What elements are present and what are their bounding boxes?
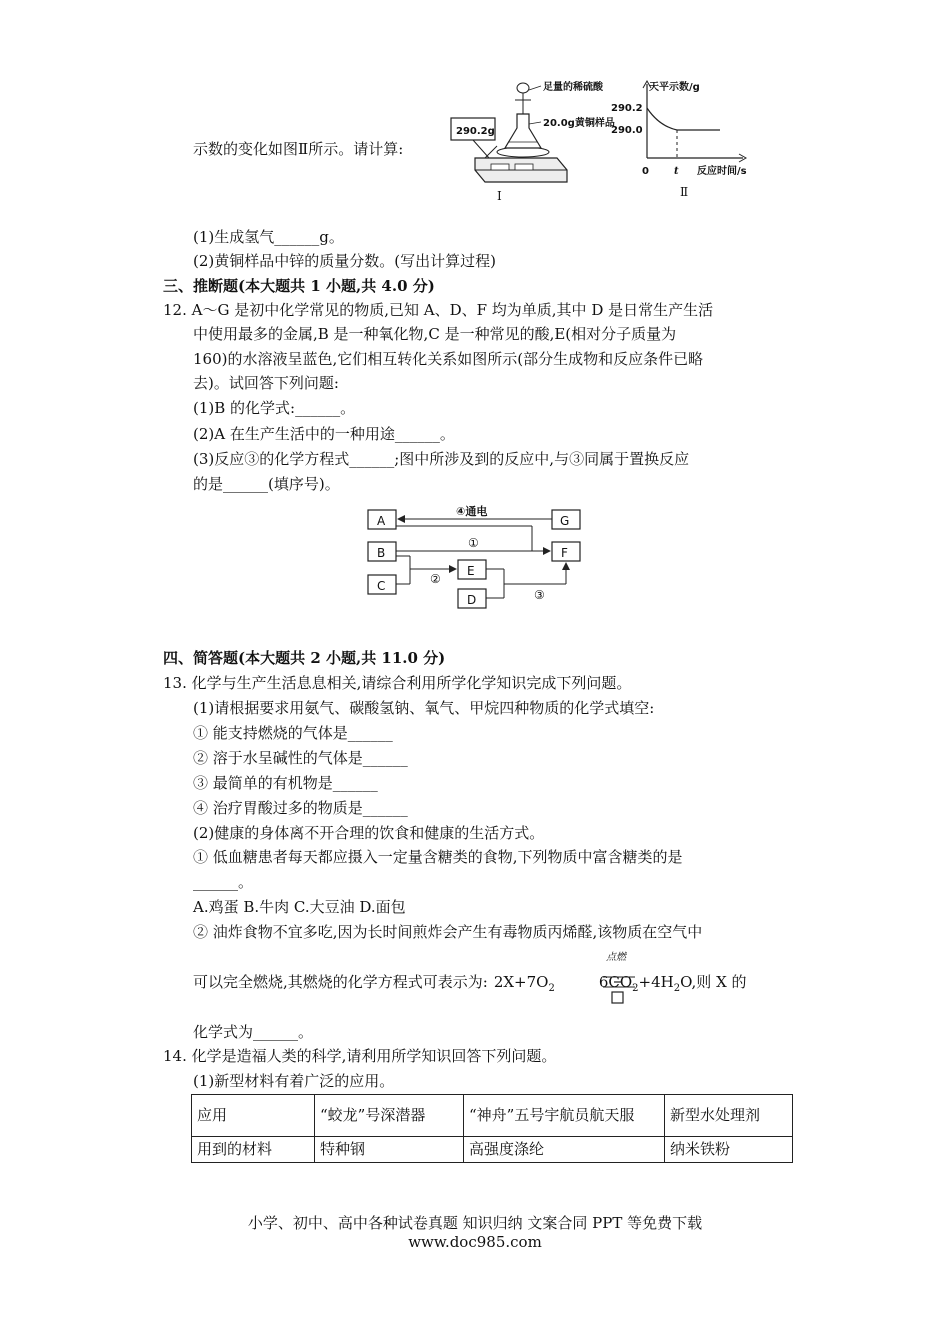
materials-table: [191, 1094, 793, 1163]
q12-line: (1)B 的化学式:______。: [193, 399, 356, 417]
eq-left-sub: 2: [548, 983, 555, 994]
table-cell: “神舟”五号宇航员航天服: [464, 1095, 665, 1137]
section4-heading: 四、简答题(本大题共 2 小题,共 11.0 分): [163, 649, 446, 667]
q11-sub2: (2)黄铜样品中锌的质量分数。(写出计算过程): [193, 252, 496, 270]
footer-url[interactable]: www.doc985.com: [408, 1233, 542, 1251]
q13-line: ① 低血糖患者每天都应摄入一定量含糖类的食物,下列物质中富含糖类的是: [193, 848, 683, 866]
table-cell: 应用: [192, 1095, 315, 1137]
q14-line: 14. 化学是造福人类的科学,请利用所学知识回答下列问题。: [163, 1047, 557, 1065]
figure2-xlabel: 反应时间/s: [697, 166, 747, 177]
table-row: [192, 1095, 793, 1137]
q12-line: 160)的水溶液呈蓝色,它们相互转化关系如图所示(部分生成物和反应条件已略: [193, 350, 704, 368]
figure2-caption: Ⅱ: [680, 185, 689, 199]
conversion-diagram: [360, 500, 600, 612]
q13-line: (2)健康的身体离不开合理的饮食和健康的生活方式。: [193, 824, 545, 842]
reaction-1-label: ①: [468, 536, 479, 550]
q13-options: A.鸡蛋 B.牛肉 C.大豆油 D.面包: [193, 898, 406, 916]
table-cell: 用到的材料: [192, 1137, 315, 1163]
eq-right3: O,则 X 的: [680, 973, 747, 991]
q14-line: (1)新型材料有着广泛的应用。: [193, 1072, 395, 1090]
table-row: [192, 1137, 793, 1163]
q11-sub1: (1)生成氢气______g。: [193, 228, 344, 246]
reaction-4-label: ④通电: [456, 505, 488, 518]
table-cell: 高强度涤纶: [464, 1137, 665, 1163]
reaction-2-label: ②: [430, 572, 441, 586]
equation-line: [193, 972, 747, 999]
box-a: A: [377, 514, 386, 528]
table-cell: 新型水处理剂: [665, 1095, 793, 1137]
acid-label: 足量的稀硫酸: [543, 82, 603, 93]
eq-right2: +4H: [638, 973, 674, 991]
box-b: B: [377, 546, 386, 560]
eq-right2-sub: 2: [673, 983, 681, 994]
equation-prefix: 可以完全燃烧,其燃烧的化学方程式可表示为:: [193, 973, 488, 991]
eq-condition: 点燃: [606, 952, 626, 963]
tick-t: t: [674, 166, 679, 177]
q12-line: 12. A～G 是初中化学常见的物质,已知 A、D、F 均为单质,其中 D 是日常生产生活: [163, 301, 714, 319]
scale-reading: 290.2g: [456, 126, 495, 137]
eq-right: 6CO: [598, 973, 633, 991]
tick-290-0: 290.0: [611, 125, 643, 136]
box-c: C: [377, 579, 386, 593]
q13-line: ______。: [193, 873, 254, 891]
table-cell: “蛟龙”号深潜器: [315, 1095, 464, 1137]
q13-line: ① 能支持燃烧的气体是______: [193, 724, 393, 742]
figure2-ylabel: 天平示数/g: [649, 82, 700, 93]
q13-line: ③ 最简单的有机物是______: [193, 774, 378, 792]
q13-last-line: 化学式为______。: [193, 1023, 314, 1041]
sample-label: 20.0g黄铜样品: [543, 118, 615, 129]
q13-line: ④ 治疗胃酸过多的物质是______: [193, 799, 408, 817]
figure-reading-curve: [605, 78, 770, 203]
table-cell: 纳米铁粉: [665, 1137, 793, 1163]
tick-zero: 0: [642, 166, 649, 177]
table-cell: 特种钢: [315, 1137, 464, 1163]
box-e: E: [467, 564, 475, 578]
box-f: F: [561, 546, 568, 560]
q12-line: 的是______(填序号)。: [193, 475, 340, 493]
q12-line: (3)反应③的化学方程式______;图中所涉及到的反应中,与③同属于置换反应: [193, 450, 690, 468]
q12-line: 去)。试回答下列问题:: [193, 374, 339, 392]
figure-balance: [445, 78, 615, 206]
eq-right-sub: 2: [632, 983, 639, 994]
equals-sign: [598, 968, 637, 1006]
q13-line: ② 油炸食物不宜多吃,因为长时间煎炸会产生有毒物质丙烯醛,该物质在空气中: [193, 923, 703, 941]
figure1-caption: I: [497, 189, 502, 203]
q12-line: 中使用最多的金属,B 是一种氧化物,C 是一种常见的酸,E(相对分子质量为: [193, 325, 677, 343]
box-g: G: [560, 514, 570, 528]
q12-line: (2)A 在生产生活中的一种用途______。: [193, 425, 455, 443]
tick-290-2: 290.2: [611, 103, 643, 114]
reaction-3-label: ③: [534, 588, 545, 602]
eq-left: 2X+7O: [493, 973, 549, 991]
q13-line: 13. 化学与生产生活息息相关,请综合利用所学化学知识完成下列问题。: [163, 674, 632, 692]
box-d: D: [467, 593, 477, 607]
q13-line: ② 溶于水呈碱性的气体是______: [193, 749, 408, 767]
intro-line: 示数的变化如图Ⅱ所示。请计算:: [193, 140, 404, 158]
footer-text: 小学、初中、高中各种试卷真题 知识归纳 文案合同 PPT 等免费下载: [247, 1214, 703, 1232]
section3-heading: 三、推断题(本大题共 1 小题,共 4.0 分): [163, 277, 435, 295]
q13-line: (1)请根据要求用氨气、碳酸氢钠、氧气、甲烷四种物质的化学式填空:: [193, 699, 655, 717]
